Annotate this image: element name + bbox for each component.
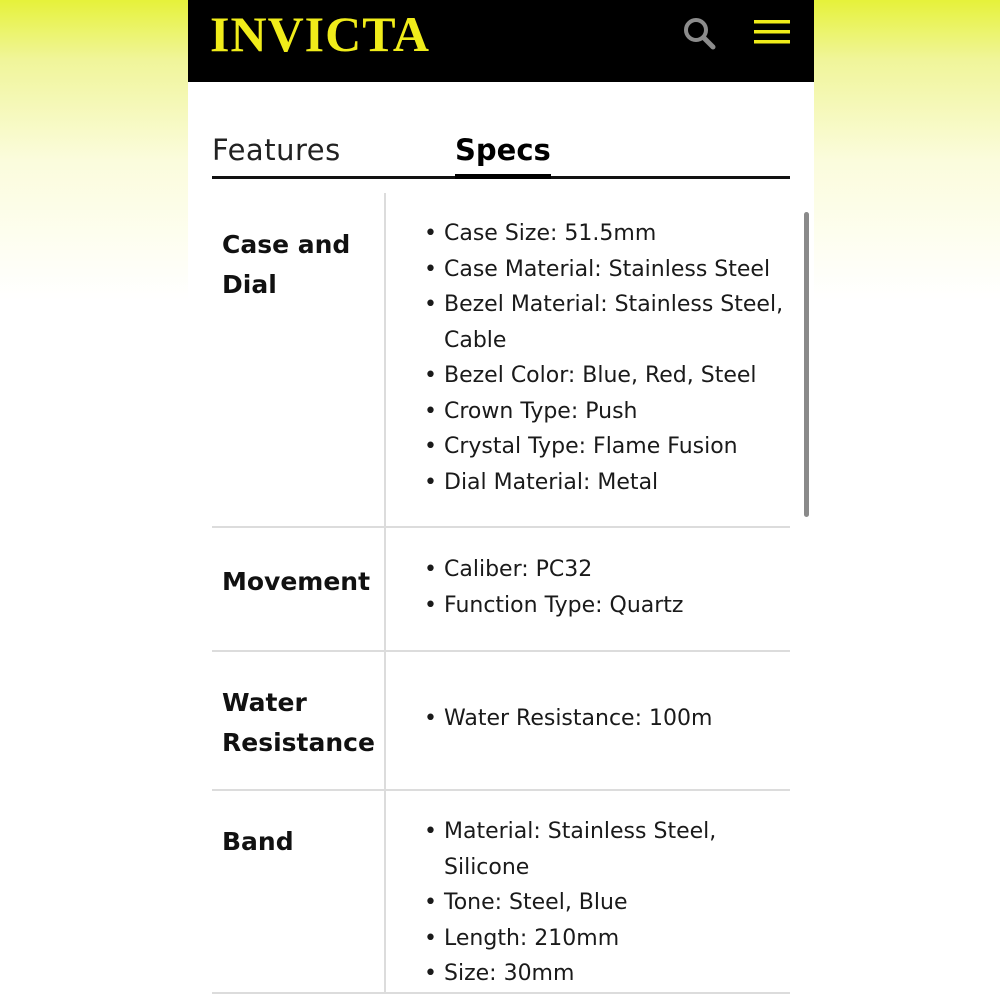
spec-label: Water Resistance <box>222 688 375 757</box>
spec-label: Band <box>222 827 294 856</box>
spec-item: • Material: Stainless Steel, Silicone <box>424 814 790 885</box>
spec-item: • Crown Type: Push <box>424 394 790 430</box>
spec-label-cell <box>212 651 385 790</box>
spec-item: • Bezel Color: Blue, Red, Steel <box>424 358 790 394</box>
spec-value-list <box>424 791 790 992</box>
spec-label-cell <box>212 527 385 651</box>
spec-item: • Bezel Material: Stainless Steel, Cable <box>424 287 790 358</box>
spec-row-water-resistance <box>212 651 790 790</box>
spec-item: • Caliber: PC32 <box>424 552 790 588</box>
spec-tabs <box>212 128 790 179</box>
spec-item: • Function Type: Quartz <box>424 588 790 624</box>
spec-label-cell <box>212 193 385 527</box>
spec-value-list <box>424 193 790 500</box>
spec-value-list <box>424 528 790 623</box>
spec-item: • Water Resistance: 100m <box>424 701 790 737</box>
spec-value-list <box>424 652 790 737</box>
spec-row-case-and-dial <box>212 193 790 527</box>
tab-specs[interactable]: Specs <box>455 132 551 179</box>
spec-label-cell <box>212 790 385 993</box>
menu-icon[interactable] <box>754 18 790 46</box>
spec-row-movement <box>212 527 790 651</box>
spec-row-band <box>212 790 790 993</box>
site-header <box>188 0 814 82</box>
spec-item: • Case Size: 51.5mm <box>424 216 790 252</box>
spec-label: Movement <box>222 567 371 596</box>
spec-label: Case and Dial <box>222 230 351 299</box>
specs-table <box>212 193 790 994</box>
spec-value-cell <box>385 651 790 790</box>
spec-item: • Dial Material: Metal <box>424 465 790 501</box>
tab-features[interactable]: Features <box>212 133 341 167</box>
spec-item: • Size: 30mm <box>424 956 790 992</box>
spec-value-cell <box>385 790 790 993</box>
search-icon[interactable] <box>682 16 716 50</box>
spec-item: • Case Material: Stainless Steel <box>424 252 790 288</box>
spec-item: • Crystal Type: Flame Fusion <box>424 429 790 465</box>
spec-value-cell <box>385 193 790 527</box>
spec-item: • Tone: Steel, Blue <box>424 885 790 921</box>
invicta-logo[interactable]: INVICTA <box>210 6 430 62</box>
spec-item: • Length: 210mm <box>424 921 790 957</box>
scrollbar[interactable] <box>804 212 809 517</box>
product-page <box>188 0 814 1000</box>
spec-value-cell <box>385 527 790 651</box>
